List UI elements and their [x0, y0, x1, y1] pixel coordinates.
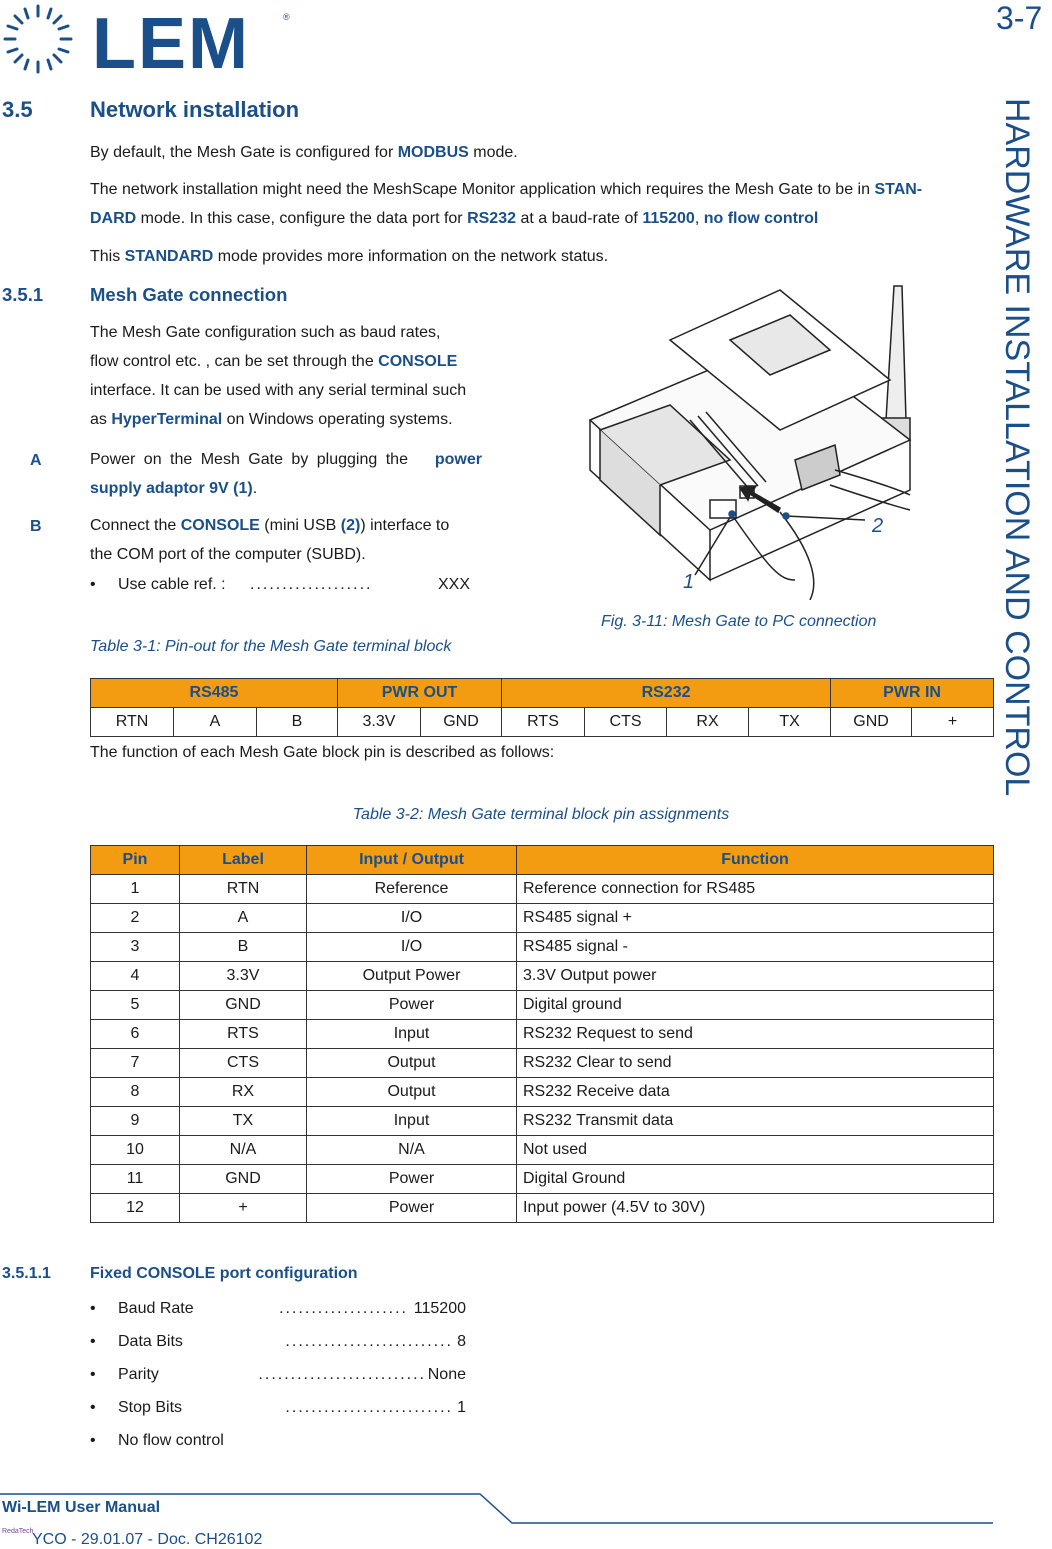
table-row: [91, 875, 994, 904]
pin-cell: +: [912, 708, 994, 737]
function-cell: Not used: [517, 1136, 994, 1165]
svg-text:®: ®: [283, 12, 290, 22]
table-row: [91, 933, 994, 962]
header-io: Input / Output: [307, 846, 517, 875]
config-label: Parity: [118, 1366, 163, 1384]
pin-number-cell: 11: [91, 1165, 180, 1194]
io-cell: Output: [307, 1078, 517, 1107]
table-row: [91, 1049, 994, 1078]
lem-logo: [0, 0, 300, 84]
pin-cell: GND: [421, 708, 502, 737]
bullet-icon: •: [90, 1333, 96, 1350]
table-row: [91, 1194, 994, 1223]
header-label: Label: [180, 846, 307, 875]
side-title: HARDWARE INSTALLATION AND CONTROL: [998, 98, 1036, 797]
pin-number-cell: 7: [91, 1049, 180, 1078]
pin-label-cell: 3.3V: [180, 962, 307, 991]
lem-wordmark: LEM: [92, 4, 250, 84]
pin-cell: B: [257, 708, 338, 737]
config-label: Baud Rate: [118, 1300, 198, 1318]
table-row: [91, 991, 994, 1020]
subsection-title: Mesh Gate connection: [90, 284, 288, 305]
function-cell: 3.3V Output power: [517, 962, 994, 991]
redatech-stamp: RedaTech: [2, 1528, 34, 1535]
step-a-letter: A: [30, 452, 42, 469]
pin-cell: RX: [667, 708, 749, 737]
io-cell: I/O: [307, 904, 517, 933]
step-a-text: Power on the Mesh Gate by plugging the power supply adaptor 9V (1).: [90, 451, 482, 497]
step-b-letter: B: [30, 518, 42, 535]
config-value: 115200: [413, 1300, 466, 1317]
io-cell: Input: [307, 1020, 517, 1049]
pin-label-cell: B: [180, 933, 307, 962]
pin-label-cell: RTS: [180, 1020, 307, 1049]
subsubsection-number: 3.5.1.1: [2, 1265, 51, 1282]
config-label: Stop Bits: [118, 1399, 186, 1417]
list-item: [90, 1333, 470, 1355]
table2-caption: Table 3-2: Mesh Gate terminal block pin assignments: [352, 806, 730, 823]
function-cell: RS232 Receive data: [517, 1078, 994, 1107]
pin-number-cell: 9: [91, 1107, 180, 1136]
header-function: Function: [517, 846, 994, 875]
table-row: [91, 962, 994, 991]
pin-cell: GND: [831, 708, 912, 737]
config-value: None: [427, 1366, 466, 1383]
footer-doc-ref: YCO - 29.01.07 - Doc. CH26102: [32, 1531, 263, 1548]
pin-cell: TX: [749, 708, 831, 737]
io-cell: I/O: [307, 933, 517, 962]
config-label: Data Bits: [118, 1333, 187, 1351]
bullet-icon: •: [90, 1366, 96, 1383]
io-cell: Output Power: [307, 962, 517, 991]
bullet-icon: •: [90, 1399, 96, 1416]
pin-label-cell: RTN: [180, 875, 307, 904]
pin-label-cell: RX: [180, 1078, 307, 1107]
pin-label-cell: GND: [180, 1165, 307, 1194]
pin-label-cell: GND: [180, 991, 307, 1020]
table-row: [91, 1078, 994, 1107]
function-cell: RS232 Request to send: [517, 1020, 994, 1049]
table-row: [91, 1107, 994, 1136]
connection-intro: The Mesh Gate configuration such as baud rates, flow control etc. , can be set through the CONSOLE interface. It can be used with any serial terminal such as HyperTerminal on Windows operating systems.: [90, 324, 467, 428]
pin-number-cell: 10: [91, 1136, 180, 1165]
paragraph-network-install: The network installation might need the MeshScape Monitor application which requires the Mesh Gate to be in STAN- DARD mode. In this case, configure the data port for RS232 at a baud-rate of 115200, no flow control: [90, 181, 923, 227]
function-cell: Input power (4.5V to 30V): [517, 1194, 994, 1223]
pin-cell: RTS: [502, 708, 585, 737]
pin-cell: RTN: [91, 708, 174, 737]
io-cell: Reference: [307, 875, 517, 904]
figure-caption: Fig. 3-11: Mesh Gate to PC connection: [601, 613, 877, 630]
paragraph-default-mode: By default, the Mesh Gate is configured for MODBUS mode.: [90, 144, 518, 161]
pin-number-cell: 6: [91, 1020, 180, 1049]
config-dots: ..........................: [285, 1399, 453, 1416]
config-dots: ..........................: [285, 1333, 453, 1350]
group-pwr-in: PWR IN: [831, 679, 994, 708]
table1-caption: Table 3-1: Pin-out for the Mesh Gate terminal block: [90, 638, 452, 655]
pin-cell: 3.3V: [338, 708, 421, 737]
table-row: [91, 1020, 994, 1049]
paragraph-standard-mode: This STANDARD mode provides more information on the network status.: [90, 248, 609, 265]
table-row: [91, 904, 994, 933]
section-number: 3.5: [2, 97, 33, 122]
pin-number-cell: 1: [91, 875, 180, 904]
pin-number-cell: 12: [91, 1194, 180, 1223]
footer-manual-title: Wi-LEM User Manual: [2, 1499, 161, 1516]
config-dots: ....................: [279, 1300, 408, 1317]
config-label: No flow control: [118, 1432, 224, 1449]
antenna: [886, 286, 906, 420]
function-intro: The function of each Mesh Gate block pin is described as follows:: [90, 744, 555, 761]
pin-cell: CTS: [585, 708, 667, 737]
sunburst-icon: [5, 6, 71, 72]
pin-assignment-table: [90, 845, 994, 1223]
list-item: [90, 1366, 470, 1388]
footer-rule: [0, 1490, 1000, 1530]
pin-number-cell: 8: [91, 1078, 180, 1107]
pin-label-cell: TX: [180, 1107, 307, 1136]
function-cell: RS485 signal +: [517, 904, 994, 933]
bullet-icon: •: [90, 1300, 96, 1317]
subsection-number: 3.5.1: [2, 284, 44, 305]
config-dots: ..........................: [258, 1366, 426, 1383]
io-cell: Output: [307, 1049, 517, 1078]
list-item: [90, 1300, 470, 1322]
step-b-text: Connect the CONSOLE (mini USB (2)) interface to the COM port of the computer (SUBD).: [90, 517, 450, 563]
pin-label-cell: A: [180, 904, 307, 933]
subd-cable: [835, 470, 910, 495]
io-cell: Power: [307, 1165, 517, 1194]
pin-cell: A: [174, 708, 257, 737]
pinout-table: [90, 678, 994, 737]
config-value: 1: [457, 1399, 466, 1416]
function-cell: RS232 Transmit data: [517, 1107, 994, 1136]
table-row: [91, 1165, 994, 1194]
function-cell: Reference connection for RS485: [517, 875, 994, 904]
config-value: 8: [457, 1333, 466, 1350]
page-number: 3-7: [996, 0, 1043, 36]
function-cell: RS232 Clear to send: [517, 1049, 994, 1078]
pin-number-cell: 5: [91, 991, 180, 1020]
group-rs232: RS232: [502, 679, 831, 708]
group-pwr-out: PWR OUT: [338, 679, 502, 708]
pin-number-cell: 4: [91, 962, 180, 991]
pin-number-cell: 2: [91, 904, 180, 933]
function-cell: RS485 signal -: [517, 933, 994, 962]
io-cell: Power: [307, 991, 517, 1020]
subsubsection-title: Fixed CONSOLE port configuration: [90, 1265, 358, 1282]
list-item: [90, 1399, 470, 1421]
bullet-icon: •: [90, 1432, 96, 1449]
group-rs485: RS485: [91, 679, 338, 708]
io-cell: N/A: [307, 1136, 517, 1165]
figure-label-1: 1: [683, 571, 695, 593]
usb-cable: [780, 512, 814, 600]
pin-label-cell: CTS: [180, 1049, 307, 1078]
table-row: [91, 1136, 994, 1165]
figure-label-2: 2: [872, 515, 884, 537]
pin-label-cell: +: [180, 1194, 307, 1223]
function-cell: Digital Ground: [517, 1165, 994, 1194]
header-pin: Pin: [91, 846, 180, 875]
io-cell: Power: [307, 1194, 517, 1223]
pin-number-cell: 3: [91, 933, 180, 962]
list-item: [90, 1432, 470, 1454]
mesh-gate-figure: [580, 280, 920, 600]
io-cell: Input: [307, 1107, 517, 1136]
pin-label-cell: N/A: [180, 1136, 307, 1165]
function-cell: Digital ground: [517, 991, 994, 1020]
section-title: Network installation: [90, 97, 300, 122]
